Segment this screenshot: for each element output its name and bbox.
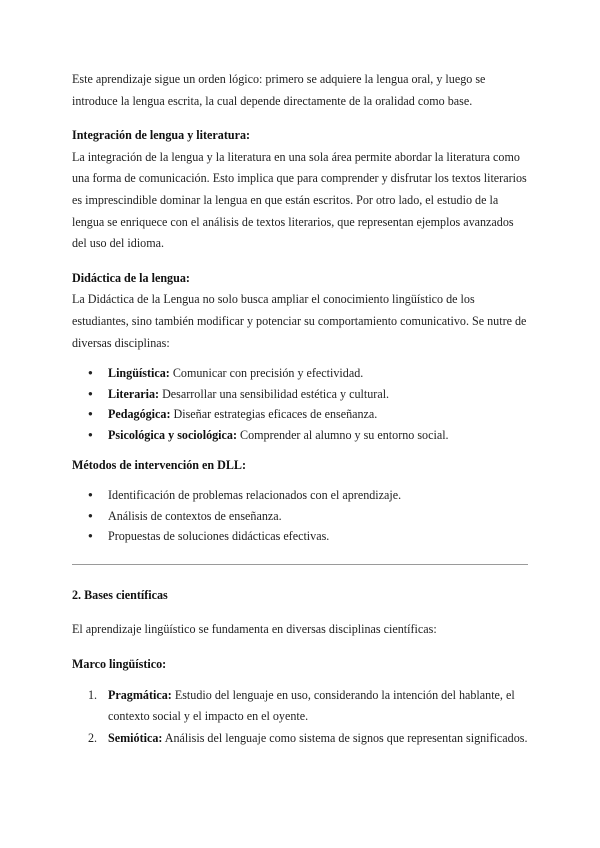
list-item-text: Análisis del lenguaje como sistema de signos que representan significados. — [162, 730, 528, 745]
list-item-label: Psicológica y sociológica: — [108, 427, 237, 442]
heading-bases: 2. Bases científicas — [72, 587, 168, 602]
spacer — [72, 565, 528, 585]
spacer — [72, 476, 528, 485]
heading-didactica: Didáctica de la lengua: — [72, 270, 190, 285]
list-item: ● Análisis de contextos de enseñanza. — [72, 506, 528, 527]
spacer — [72, 112, 528, 125]
spacer — [72, 606, 528, 619]
integracion-paragraph: La integración de la lengua y la literatura en una sola área permite abordar la literatura como una forma de comunicación. Esto implica que para comprender y disfrutar los textos literarios es imprescindible dominar la lengua en que están escritos. Por otro lado, el estudio de la lengua se enriquece con el análisis de textos literarios, que representan ejemplos avanzados del uso del idioma. — [72, 149, 527, 251]
list-item: ● Propuestas de soluciones didácticas efectivas. — [72, 526, 528, 547]
spacer — [72, 641, 528, 654]
spacer — [72, 676, 528, 685]
document-body — [72, 69, 528, 749]
list-item-text: Comprender al alumno y su entorno social. — [236, 427, 449, 442]
list-item-label: Pedagógica: — [108, 407, 171, 422]
spacer — [72, 446, 528, 455]
didactica-paragraph: La Didáctica de la Lengua no solo busca ampliar el conocimiento lingüístico de los estudiantes, sino también modificar y potenciar su comportamiento comunicativo. Se nutre de diversas disciplinas: — [72, 292, 527, 350]
list-item-text: Desarrollar una sensibilidad estética y cultural. — [159, 386, 390, 401]
heading-marco: Marco lingüístico: — [72, 657, 167, 672]
heading-metodos: Métodos de intervención en DLL: — [72, 457, 247, 472]
spacer — [72, 547, 528, 564]
list-item-label: Literaria: — [108, 386, 160, 401]
list-item — [72, 404, 528, 425]
list-number: 1. — [88, 687, 98, 702]
didactica-list — [72, 363, 528, 445]
list-number: 2. — [88, 730, 98, 745]
spacer — [72, 255, 528, 268]
list-item-text: Comunicar con precisión y efectividad. — [169, 366, 364, 381]
list-item-text: Estudio del lenguaje en uso, considerando la intención del hablante, el contexto social y el impacto en el oyente. — [108, 687, 515, 724]
list-item — [72, 425, 528, 446]
list-item — [72, 685, 528, 728]
bases-paragraph: El aprendizaje lingüístico se fundamenta en diversas disciplinas científicas: — [72, 622, 437, 637]
list-item-label: Lingüística: — [108, 366, 170, 381]
list-item — [72, 384, 528, 405]
marco-list — [72, 685, 528, 750]
list-item: ● Identificación de problemas relacionados con el aprendizaje. — [72, 485, 528, 506]
list-item-label: Pragmática: — [108, 687, 172, 702]
list-item-text: Diseñar estrategias eficaces de enseñanza. — [170, 407, 378, 422]
list-item — [72, 363, 528, 384]
list-item — [72, 728, 528, 750]
metodos-list — [72, 485, 528, 547]
intro-paragraph: Este aprendizaje sigue un orden lógico: primero se adquiere la lengua oral, y luego se introduce la lengua escrita, la cual depende directamente de la oralidad como base. — [72, 72, 486, 108]
list-item-label: Semiótica: — [108, 730, 163, 745]
spacer — [72, 354, 528, 363]
heading-integracion: Integración de lengua y literatura: — [72, 128, 251, 143]
